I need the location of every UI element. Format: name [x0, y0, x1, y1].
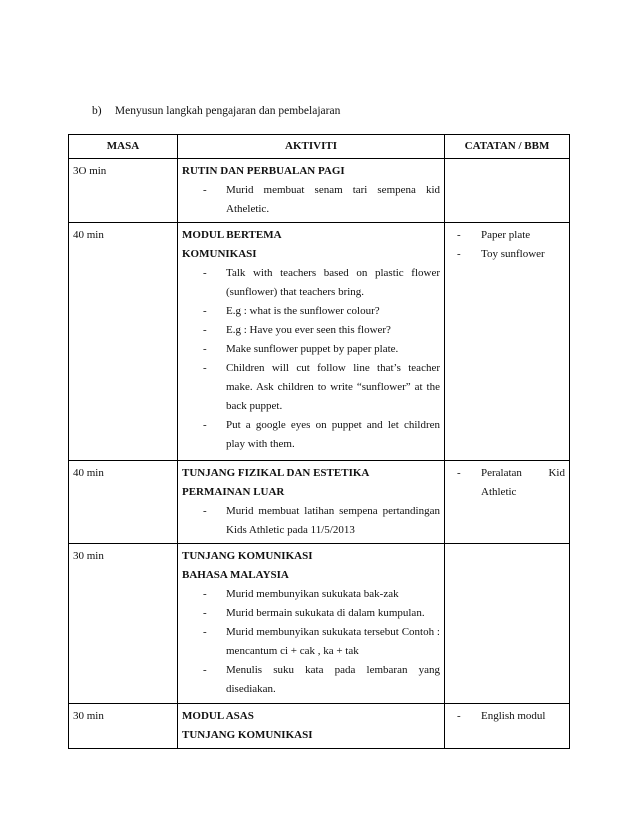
note-item [457, 464, 565, 502]
aktiviti-cell [178, 159, 445, 223]
note-text: English modul [481, 710, 546, 722]
lesson-plan-table [68, 134, 570, 749]
bullet-dash: - [203, 505, 207, 517]
masa-cell: 3O min [69, 159, 178, 223]
activity-item [203, 264, 440, 302]
table-row [69, 704, 570, 749]
note-text: Paper plate [481, 229, 531, 241]
activity-text: E.g : Have you ever seen this flower? [226, 324, 391, 336]
activity-subtitle: TUNJANG KOMUNIKASI [182, 729, 313, 741]
bullet-dash: - [457, 229, 461, 241]
activity-item [203, 181, 440, 219]
table-row [69, 223, 570, 461]
aktiviti-cell [178, 704, 445, 749]
activity-title: TUNJANG FIZIKAL DAN ESTETIKA [182, 467, 370, 479]
masa-cell: 40 min [69, 223, 178, 461]
activity-text: Put a google eyes on puppet and let children play with them. [226, 419, 440, 450]
table-row [69, 159, 570, 223]
bullet-dash: - [457, 467, 461, 479]
activity-item [203, 502, 440, 540]
header-masa: MASA [69, 135, 178, 159]
section-number: b) [92, 105, 102, 117]
masa-cell: 40 min [69, 461, 178, 544]
table-row [69, 461, 570, 544]
activity-item [203, 623, 440, 661]
catatan-cell [445, 461, 570, 544]
activity-item [203, 661, 440, 699]
activity-title: MODUL ASAS [182, 710, 254, 722]
section-heading [92, 105, 340, 117]
activity-text: Make sunflower puppet by paper plate. [226, 343, 399, 355]
activity-item [203, 302, 440, 321]
aktiviti-cell [178, 544, 445, 704]
masa-cell: 30 min [69, 704, 178, 749]
catatan-cell [445, 544, 570, 704]
activity-item [203, 359, 440, 416]
activity-text: Murid bermain sukukata di dalam kumpulan. [226, 607, 425, 619]
bullet-dash: - [203, 626, 207, 638]
activity-subtitle: PERMAINAN LUAR [182, 486, 285, 498]
bullet-dash: - [203, 607, 207, 619]
bullet-dash: - [203, 305, 207, 317]
activity-subtitle: BAHASA MALAYSIA [182, 569, 289, 581]
bullet-dash: - [203, 419, 207, 431]
aktiviti-cell [178, 461, 445, 544]
bullet-dash: - [203, 267, 207, 279]
note-item [457, 707, 565, 726]
activity-item [203, 604, 440, 623]
bullet-dash: - [203, 588, 207, 600]
activity-text: Murid membuat latihan sempena pertandingan Kids Athletic pada 11/5/2013 [226, 505, 440, 536]
activity-text: Menulis suku kata pada lembaran yang disediakan. [226, 664, 440, 695]
activity-item [203, 416, 440, 454]
activity-text: Children will cut follow line that’s teacher make. Ask children to write “sunflower” at the back puppet. [226, 362, 440, 412]
table-row [69, 544, 570, 704]
bullet-dash: - [457, 248, 461, 260]
masa-cell: 30 min [69, 544, 178, 704]
catatan-cell [445, 159, 570, 223]
activity-title: MODUL BERTEMA [182, 229, 282, 241]
note-item [457, 245, 565, 264]
bullet-dash: - [203, 184, 207, 196]
activity-title: RUTIN DAN PERBUALAN PAGI [182, 165, 345, 177]
bullet-dash: - [457, 710, 461, 722]
activity-text: Murid membunyikan sukukata tersebut Contoh : mencantum ci + cak , ka + tak [226, 626, 440, 657]
activity-item [203, 340, 440, 359]
bullet-dash: - [203, 343, 207, 355]
catatan-cell [445, 223, 570, 461]
activity-item [203, 585, 440, 604]
activity-text: Murid membunyikan sukukata bak-zak [226, 588, 399, 600]
activity-text: E.g : what is the sunflower colour? [226, 305, 380, 317]
bullet-dash: - [203, 362, 207, 374]
section-title: Menyusun langkah pengajaran dan pembelajaran [114, 105, 341, 117]
table-header-row [69, 135, 570, 159]
activity-subtitle: KOMUNIKASI [182, 248, 257, 260]
header-aktiviti: AKTIVITI [178, 135, 445, 159]
activity-title: TUNJANG KOMUNIKASI [182, 550, 313, 562]
note-item [457, 226, 565, 245]
activity-item [203, 321, 440, 340]
note-text: Toy sunflower [481, 248, 545, 260]
bullet-dash: - [203, 324, 207, 336]
activity-text: Murid membuat senam tari sempena kid Atheletic. [226, 184, 440, 215]
bullet-dash: - [203, 664, 207, 676]
aktiviti-cell [178, 223, 445, 461]
activity-text: Talk with teachers based on plastic flower (sunflower) that teachers bring. [226, 267, 440, 298]
catatan-cell [445, 704, 570, 749]
header-catatan: CATATAN / BBM [445, 135, 570, 159]
note-text: Peralatan Kid Athletic [481, 467, 565, 498]
